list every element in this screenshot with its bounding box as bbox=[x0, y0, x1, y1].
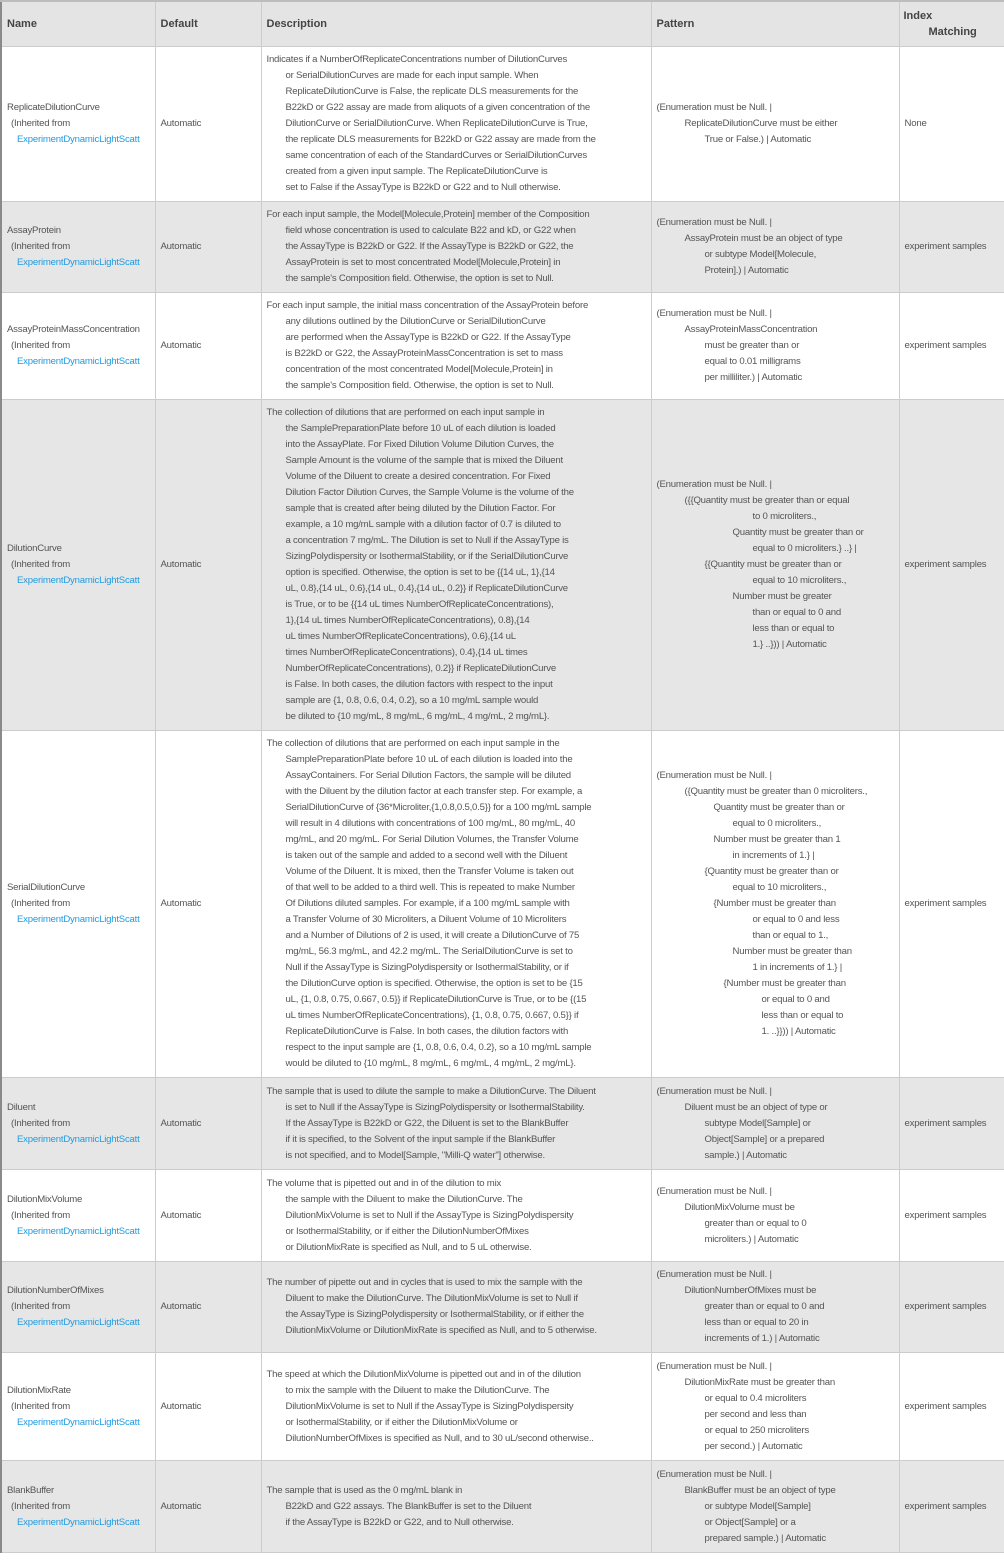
default-cell: Automatic bbox=[155, 47, 261, 202]
pattern-line: or subtype Model[Sample] bbox=[704, 1500, 811, 1512]
description-cell bbox=[261, 1170, 651, 1262]
description-cell bbox=[261, 1461, 651, 1553]
description-line: Null if the AssayType is SizingPolydispersity or IsothermalStability, or if bbox=[285, 962, 569, 973]
header-row bbox=[1, 1, 1004, 47]
inherited-label: (Inherited from bbox=[11, 1400, 71, 1412]
pattern-line: 1. ..}})) | Automatic bbox=[761, 1026, 836, 1037]
pattern-line: prepared sample.) | Automatic bbox=[704, 1532, 826, 1544]
table-row bbox=[1, 293, 1004, 400]
pattern-line: subtype Model[Sample] or bbox=[704, 1117, 811, 1129]
description-cell bbox=[261, 731, 651, 1078]
header-name: Name bbox=[1, 1, 155, 47]
description-line: The volume that is pipetted out and in of the dilution to mix bbox=[266, 1177, 502, 1189]
option-name: DilutionNumberOfMixes bbox=[7, 1285, 104, 1296]
description-line: is True, or to be {{14 uL times NumberOfReplicateConcentrations), bbox=[285, 599, 554, 610]
description-line: The number of pipette out and in cycles that is used to mix the sample with the bbox=[266, 1277, 583, 1288]
description-line: DilutionNumberOfMixes is specified as Null, and to 30 uL/second otherwise.. bbox=[285, 1432, 594, 1444]
description-line: DilutionMixVolume is set to Null if the AssayType is SizingPolydispersity bbox=[285, 1209, 574, 1221]
description-line: is B22kD or G22, the AssayProteinMassConcentration is set to mass bbox=[285, 348, 563, 359]
pattern-line: per milliliter.) | Automatic bbox=[704, 372, 803, 383]
inherited-label: (Inherited from bbox=[11, 559, 71, 570]
description-line: AssayProtein is set to most concentrated Model[Molecule,Protein] in bbox=[285, 257, 561, 268]
default-cell: Automatic bbox=[155, 400, 261, 731]
description-line: For each input sample, the Model[Molecule,Protein] member of the Composition bbox=[266, 209, 590, 220]
pattern-line: (Enumeration must be Null. | bbox=[656, 217, 772, 228]
description-line: the sample's Composition field. Otherwise, the option is set to Null. bbox=[285, 273, 554, 284]
description-line: is not specified, and to Model[Sample, "Milli-Q water"] otherwise. bbox=[285, 1149, 545, 1161]
pattern-line: than or equal to 0 and bbox=[752, 607, 842, 618]
description-line: the sample with the Diluent to make the DilutionCurve. The bbox=[285, 1193, 523, 1205]
pattern-line: (Enumeration must be Null. | bbox=[656, 1360, 772, 1372]
option-name: Diluent bbox=[7, 1101, 36, 1113]
description-cell bbox=[261, 1262, 651, 1353]
pattern-line: greater than or equal to 0 bbox=[704, 1217, 807, 1229]
description-cell bbox=[261, 1353, 651, 1461]
inherited-label: (Inherited from bbox=[11, 1117, 71, 1129]
description-line: DilutionCurve or SerialDilutionCurve. When ReplicateDilutionCurve is True, bbox=[285, 118, 588, 129]
pattern-line: or equal to 250 microliters bbox=[704, 1424, 809, 1436]
pattern-line: (Enumeration must be Null. | bbox=[656, 308, 772, 319]
pattern-line: ({Quantity must be greater than 0 microliters., bbox=[684, 786, 868, 797]
description-line: if it is specified, to the Solvent of the input sample if the BlankBuffer bbox=[285, 1133, 556, 1145]
description-cell bbox=[261, 47, 651, 202]
description-line: will result in 4 dilutions with concentrations of 100 mg/mL, 80 mg/mL, 40 bbox=[285, 818, 575, 829]
description-line: is taken out of the sample and added to a second well with the Diluent bbox=[285, 850, 568, 861]
description-line: The collection of dilutions that are performed on each input sample in the bbox=[266, 738, 560, 749]
option-name: DilutionMixRate bbox=[7, 1384, 71, 1396]
pattern-line: sample.) | Automatic bbox=[704, 1149, 787, 1161]
description-line: mg/mL, 56.3 mg/mL, and 42.2 mg/mL. The SerialDilutionCurve is set to bbox=[285, 946, 573, 957]
pattern-line: AssayProteinMassConcentration bbox=[684, 324, 818, 335]
description-cell bbox=[261, 293, 651, 400]
header-pattern: Pattern bbox=[651, 1, 899, 47]
pattern-line: or equal to 0 and less bbox=[752, 914, 840, 925]
header-index-matching bbox=[899, 1, 1004, 47]
table-row bbox=[1, 1170, 1004, 1262]
option-name: AssayProtein bbox=[7, 225, 61, 236]
description-line: or IsothermalStability, or if either the DilutionMixVolume or bbox=[285, 1416, 518, 1428]
index-matching-cell: experiment samples bbox=[899, 202, 1004, 293]
option-name: SerialDilutionCurve bbox=[7, 882, 85, 893]
pattern-line: ({{Quantity must be greater than or equal bbox=[684, 495, 850, 506]
description-line: ReplicateDilutionCurve is False. In both cases, the dilution factors with bbox=[285, 1026, 569, 1037]
option-name: DilutionCurve bbox=[7, 543, 62, 554]
inherited-label: (Inherited from bbox=[11, 1500, 71, 1512]
pattern-line: Number must be greater than bbox=[732, 946, 852, 957]
pattern-line: equal to 10 microliters., bbox=[732, 882, 827, 893]
option-name: AssayProteinMassConcentration bbox=[7, 324, 140, 335]
description-line: Indicates if a NumberOfReplicateConcentrations number of DilutionCurves bbox=[266, 54, 568, 65]
pattern-line: 1.} ..})) | Automatic bbox=[752, 639, 827, 650]
inherited-link[interactable]: ExperimentDynamicLightScatt bbox=[17, 257, 140, 268]
option-name: ReplicateDilutionCurve bbox=[7, 102, 100, 113]
name-cell bbox=[1, 293, 155, 400]
table-row bbox=[1, 47, 1004, 202]
description-cell bbox=[261, 202, 651, 293]
description-line: Volume of the Diluent to create a desired concentration. For Fixed bbox=[285, 471, 551, 482]
inherited-link[interactable]: ExperimentDynamicLightScatt bbox=[17, 1516, 140, 1528]
name-cell bbox=[1, 1262, 155, 1353]
description-line: uL times NumberOfReplicateConcentrations), {1, 0.8, 0.75, 0.667, 0.5}} if bbox=[285, 1010, 579, 1021]
description-line: example, a 10 mg/mL sample with a dilution factor of 0.7 is diluted to bbox=[285, 519, 561, 530]
pattern-line: in increments of 1.} | bbox=[732, 850, 815, 861]
description-line: to mix the sample with the Diluent to make the DilutionCurve. The bbox=[285, 1384, 550, 1396]
default-cell: Automatic bbox=[155, 202, 261, 293]
pattern-line: per second and less than bbox=[704, 1408, 807, 1420]
description-line: the AssayType is SizingPolydispersity or IsothermalStability, or if either the bbox=[285, 1309, 584, 1320]
pattern-cell bbox=[651, 400, 899, 731]
description-line: or IsothermalStability, or if either the DilutionNumberOfMixes bbox=[285, 1225, 529, 1237]
pattern-line: Diluent must be an object of type or bbox=[684, 1101, 828, 1113]
description-line: a concentration 7 mg/mL. The Dilution is set to Null if the AssayType is bbox=[285, 535, 569, 546]
description-line: respect to the input sample are {1, 0.8, 0.6, 0.4, 0.2}, so a 10 mg/mL sample bbox=[285, 1042, 592, 1053]
description-line: NumberOfReplicateConcentrations), 0.2}} if ReplicateDilutionCurve bbox=[285, 663, 556, 674]
description-line: Dilution Factor Dilution Curves, the Sample Volume is the volume of the bbox=[285, 487, 574, 498]
pattern-line: DilutionNumberOfMixes must be bbox=[684, 1285, 817, 1296]
inherited-link[interactable]: ExperimentDynamicLightScatt bbox=[17, 1133, 140, 1145]
description-line: are performed when the AssayType is B22kD or G22. If the AssayType bbox=[285, 332, 571, 343]
pattern-line: BlankBuffer must be an object of type bbox=[684, 1484, 836, 1496]
pattern-cell bbox=[651, 1461, 899, 1553]
table-row bbox=[1, 731, 1004, 1078]
inherited-label: (Inherited from bbox=[11, 340, 71, 351]
description-line: 1},{14 uL times NumberOfReplicateConcentrations), 0.8},{14 bbox=[285, 615, 530, 626]
description-line: is False. In both cases, the dilution factors with respect to the input bbox=[285, 679, 553, 690]
description-line: the sample's Composition field. Otherwise, the option is set to Null. bbox=[285, 380, 554, 391]
description-line: B22kD and G22 assays. The BlankBuffer is set to the Diluent bbox=[285, 1500, 532, 1512]
pattern-line: to 0 microliters., bbox=[752, 511, 817, 522]
index-matching-cell: experiment samples bbox=[899, 1461, 1004, 1553]
pattern-line: {Number must be greater than bbox=[723, 978, 846, 989]
pattern-cell bbox=[651, 293, 899, 400]
pattern-line: less than or equal to bbox=[761, 1010, 844, 1021]
description-cell bbox=[261, 400, 651, 731]
description-line: set to False if the AssayType is B22kD or G22 and to Null otherwise. bbox=[285, 182, 561, 193]
index-matching-cell: experiment samples bbox=[899, 1262, 1004, 1353]
inherited-link[interactable]: ExperimentDynamicLightScatt bbox=[17, 1416, 140, 1428]
inherited-link[interactable]: ExperimentDynamicLightScatt bbox=[17, 1225, 140, 1237]
table-row bbox=[1, 1461, 1004, 1553]
description-line: The sample that is used to dilute the sample to make a DilutionCurve. The Diluent bbox=[266, 1085, 596, 1097]
description-line: the DilutionCurve option is specified. Otherwise, the option is set to be {15 bbox=[285, 978, 583, 989]
pattern-line: ReplicateDilutionCurve must be either bbox=[684, 118, 838, 129]
description-cell bbox=[261, 1078, 651, 1170]
pattern-line: or equal to 0 and bbox=[761, 994, 830, 1005]
table-row bbox=[1, 1078, 1004, 1170]
pattern-line: less than or equal to 20 in bbox=[704, 1317, 809, 1328]
inherited-link[interactable]: ExperimentDynamicLightScatt bbox=[17, 356, 140, 367]
name-cell bbox=[1, 202, 155, 293]
description-line: is set to Null if the AssayType is SizingPolydispersity or IsothermalStability. bbox=[285, 1101, 585, 1113]
name-cell bbox=[1, 1353, 155, 1461]
description-line: would be diluted to {10 mg/mL, 8 mg/mL, 6 mg/mL, 4 mg/mL, 2 mg/mL}. bbox=[285, 1058, 576, 1069]
description-line: SerialDilutionCurve of {36*Microliter,{1,0.8,0.5,0.5}} for a 100 mg/mL sample bbox=[285, 802, 592, 813]
pattern-cell bbox=[651, 47, 899, 202]
table-row bbox=[1, 202, 1004, 293]
pattern-line: increments of 1.) | Automatic bbox=[704, 1333, 820, 1344]
default-cell: Automatic bbox=[155, 1353, 261, 1461]
inherited-link[interactable]: ExperimentDynamicLightScatt bbox=[17, 134, 140, 145]
default-cell: Automatic bbox=[155, 1262, 261, 1353]
name-cell bbox=[1, 1170, 155, 1262]
index-matching-cell: experiment samples bbox=[899, 731, 1004, 1078]
pattern-line: must be greater than or bbox=[704, 340, 800, 351]
description-line: B22kD or G22 assay are made from aliquots of a given concentration of the bbox=[285, 102, 590, 113]
header-description: Description bbox=[261, 1, 651, 47]
pattern-cell bbox=[651, 1262, 899, 1353]
pattern-line: greater than or equal to 0 and bbox=[704, 1301, 825, 1312]
description-line: AssayContainers. For Serial Dilution Factors, the sample will be diluted bbox=[285, 770, 571, 781]
pattern-line: (Enumeration must be Null. | bbox=[656, 1185, 772, 1197]
default-cell: Automatic bbox=[155, 1461, 261, 1553]
pattern-line: (Enumeration must be Null. | bbox=[656, 770, 772, 781]
description-line: DilutionMixVolume is set to Null if the AssayType is SizingPolydispersity bbox=[285, 1400, 574, 1412]
description-line: of that well to be added to a third well. This is repeated to make Number bbox=[285, 882, 575, 893]
description-line: option is specified. Otherwise, the option is set to be {{14 uL, 1},{14 bbox=[285, 567, 555, 578]
inherited-label: (Inherited from bbox=[11, 1301, 71, 1312]
description-line: The speed at which the DilutionMixVolume is pipetted out and in of the dilution bbox=[266, 1368, 581, 1380]
table-row bbox=[1, 400, 1004, 731]
inherited-label: (Inherited from bbox=[11, 118, 71, 129]
name-cell bbox=[1, 731, 155, 1078]
description-line: sample are {1, 0.8, 0.6, 0.4, 0.2}, so a 10 mg/mL sample would bbox=[285, 695, 539, 706]
pattern-line: (Enumeration must be Null. | bbox=[656, 479, 772, 490]
description-line: SamplePreparationPlate before 10 uL of each dilution is loaded into the bbox=[285, 754, 573, 765]
pattern-line: equal to 10 microliters., bbox=[752, 575, 847, 586]
description-line: times NumberOfReplicateConcentrations), 0.4},{14 uL times bbox=[285, 647, 528, 658]
description-line: the SamplePreparationPlate before 10 uL of each dilution is loaded bbox=[285, 423, 556, 434]
index-matching-cell: experiment samples bbox=[899, 1078, 1004, 1170]
pattern-line: or equal to 0.4 microliters bbox=[704, 1392, 807, 1404]
pattern-line: microliters.) | Automatic bbox=[704, 1233, 799, 1245]
description-line: mg/mL, and 20 mg/mL. For Serial Dilution Volumes, the Transfer Volume bbox=[285, 834, 579, 845]
description-line: with the Diluent by the dilution factor at each transfer step. For example, a bbox=[285, 786, 583, 797]
description-line: Diluent to make the DilutionCurve. The DilutionMixVolume is set to Null if bbox=[285, 1293, 578, 1304]
pattern-cell bbox=[651, 1078, 899, 1170]
description-line: into the AssayPlate. For Fixed Dilution Volume Dilution Curves, the bbox=[285, 439, 554, 450]
description-line: a Transfer Volume of 30 Microliters, a Diluent Volume of 10 Microliters bbox=[285, 914, 567, 925]
inherited-link[interactable]: ExperimentDynamicLightScatt bbox=[17, 914, 140, 925]
pattern-cell bbox=[651, 202, 899, 293]
pattern-line: True or False.) | Automatic bbox=[704, 134, 812, 145]
pattern-line: 1 in increments of 1.} | bbox=[752, 962, 842, 973]
pattern-line: equal to 0.01 milligrams bbox=[704, 356, 801, 367]
option-name: DilutionMixVolume bbox=[7, 1193, 83, 1205]
description-line: ReplicateDilutionCurve is False, the replicate DLS measurements for the bbox=[285, 86, 579, 97]
default-cell: Automatic bbox=[155, 1078, 261, 1170]
option-name: BlankBuffer bbox=[7, 1484, 55, 1496]
inherited-label: (Inherited from bbox=[11, 1209, 71, 1221]
description-line: Sample Amount is the volume of the sample that is mixed the Diluent bbox=[285, 455, 563, 466]
description-line: be diluted to {10 mg/mL, 8 mg/mL, 6 mg/mL, 4 mg/mL, 2 mg/mL}. bbox=[285, 711, 550, 722]
pattern-line: or Object[Sample] or a bbox=[704, 1516, 796, 1528]
inherited-link[interactable]: ExperimentDynamicLightScatt bbox=[17, 1317, 140, 1328]
pattern-cell bbox=[651, 731, 899, 1078]
pattern-line: Protein].) | Automatic bbox=[704, 265, 789, 276]
description-line: created from a given input sample. The ReplicateDilutionCurve is bbox=[285, 166, 548, 177]
index-matching-cell: None bbox=[899, 47, 1004, 202]
pattern-line: Object[Sample] or a prepared bbox=[704, 1133, 825, 1145]
name-cell bbox=[1, 47, 155, 202]
description-line: uL, 0.8},{14 uL, 0.6},{14 uL, 0.4},{14 uL, 0.2}} if ReplicateDilutionCurve bbox=[285, 583, 568, 594]
table-row bbox=[1, 1262, 1004, 1353]
pattern-line: equal to 0 microliters., bbox=[732, 818, 822, 829]
pattern-line: (Enumeration must be Null. | bbox=[656, 102, 772, 113]
pattern-cell bbox=[651, 1170, 899, 1262]
pattern-line: DilutionMixVolume must be bbox=[684, 1201, 795, 1213]
pattern-line: or subtype Model[Molecule, bbox=[704, 249, 817, 260]
description-line: the AssayType is B22kD or G22. If the AssayType is B22kD or G22, the bbox=[285, 241, 574, 252]
description-line: or DilutionMixRate is specified as Null, and to 5 uL otherwise. bbox=[285, 1241, 532, 1253]
pattern-line: Quantity must be greater than or bbox=[713, 802, 845, 813]
description-line: Volume of the Diluent. It is mixed, then the Transfer Volume is taken out bbox=[285, 866, 574, 877]
pattern-cell bbox=[651, 1353, 899, 1461]
pattern-line: Number must be greater bbox=[732, 591, 832, 602]
description-line: field whose concentration is used to calculate B22 and kD, or G22 when bbox=[285, 225, 576, 236]
name-cell bbox=[1, 400, 155, 731]
index-matching-cell: experiment samples bbox=[899, 400, 1004, 731]
default-cell: Automatic bbox=[155, 731, 261, 1078]
table-row bbox=[1, 1353, 1004, 1461]
pattern-line: {Quantity must be greater than or bbox=[704, 866, 839, 877]
description-line: sample that is created after being diluted by the Dilution Factor. For bbox=[285, 503, 556, 514]
pattern-line: (Enumeration must be Null. | bbox=[656, 1269, 772, 1280]
default-cell: Automatic bbox=[155, 1170, 261, 1262]
description-line: or SerialDilutionCurves are made for each input sample. When bbox=[285, 70, 539, 81]
description-line: Of Dilutions diluted samples. For example, if a 100 mg/mL sample with bbox=[285, 898, 570, 909]
inherited-label: (Inherited from bbox=[11, 241, 71, 252]
description-line: The collection of dilutions that are performed on each input sample in bbox=[266, 407, 545, 418]
description-line: If the AssayType is B22kD or G22, the Diluent is set to the BlankBuffer bbox=[285, 1117, 569, 1129]
pattern-line: AssayProtein must be an object of type bbox=[684, 233, 843, 244]
name-cell bbox=[1, 1461, 155, 1553]
pattern-line: (Enumeration must be Null. | bbox=[656, 1468, 772, 1480]
pattern-line: Quantity must be greater than or bbox=[732, 527, 864, 538]
description-line: For each input sample, the initial mass concentration of the AssayProtein before bbox=[266, 300, 589, 311]
description-line: uL times NumberOfReplicateConcentrations), 0.6},{14 uL bbox=[285, 631, 516, 642]
index-matching-cell: experiment samples bbox=[899, 1353, 1004, 1461]
pattern-line: equal to 0 microliters.} ..} | bbox=[752, 543, 857, 554]
description-line: same concentration of each of the StandardCurves or SerialDilutionCurves bbox=[285, 150, 587, 161]
name-cell bbox=[1, 1078, 155, 1170]
description-line: any dilutions outlined by the DilutionCurve or SerialDilutionCurve bbox=[285, 316, 546, 327]
description-line: the replicate DLS measurements for B22kD or G22 assay are made from the bbox=[285, 134, 596, 145]
pattern-line: Number must be greater than 1 bbox=[713, 834, 841, 845]
description-line: if the AssayType is B22kD or G22, and to Null otherwise. bbox=[285, 1516, 514, 1528]
pattern-line: less than or equal to bbox=[752, 623, 835, 634]
pattern-line: {{Quantity must be greater than or bbox=[704, 559, 842, 570]
pattern-line: (Enumeration must be Null. | bbox=[656, 1085, 772, 1097]
header-index-line1: Index bbox=[903, 10, 933, 22]
description-line: and a Number of Dilutions of 2 is used, it will create a DilutionCurve of 75 bbox=[285, 930, 580, 941]
pattern-line: DilutionMixRate must be greater than bbox=[684, 1376, 835, 1388]
index-matching-cell: experiment samples bbox=[899, 1170, 1004, 1262]
description-line: DilutionMixVolume or DilutionMixRate is specified as Null, and to 5 otherwise. bbox=[285, 1325, 597, 1336]
inherited-label: (Inherited from bbox=[11, 898, 71, 909]
default-cell: Automatic bbox=[155, 293, 261, 400]
description-line: concentration of the most concentrated Model[Molecule,Protein] in bbox=[285, 364, 553, 375]
pattern-line: than or equal to 1., bbox=[752, 930, 829, 941]
index-matching-cell: experiment samples bbox=[899, 293, 1004, 400]
description-line: The sample that is used as the 0 mg/mL blank in bbox=[266, 1484, 463, 1496]
pattern-line: {Number must be greater than bbox=[713, 898, 836, 909]
header-default: Default bbox=[155, 1, 261, 47]
inherited-link[interactable]: ExperimentDynamicLightScatt bbox=[17, 575, 140, 586]
pattern-line: per second.) | Automatic bbox=[704, 1440, 803, 1452]
header-index-line2: Matching bbox=[928, 26, 977, 38]
description-line: SizingPolydispersity or IsothermalStability, or if the SerialDilutionCurve bbox=[285, 551, 569, 562]
description-line: uL, {1, 0.8, 0.75, 0.667, 0.5}} if ReplicateDilutionCurve is True, or to be {(15 bbox=[285, 994, 587, 1005]
